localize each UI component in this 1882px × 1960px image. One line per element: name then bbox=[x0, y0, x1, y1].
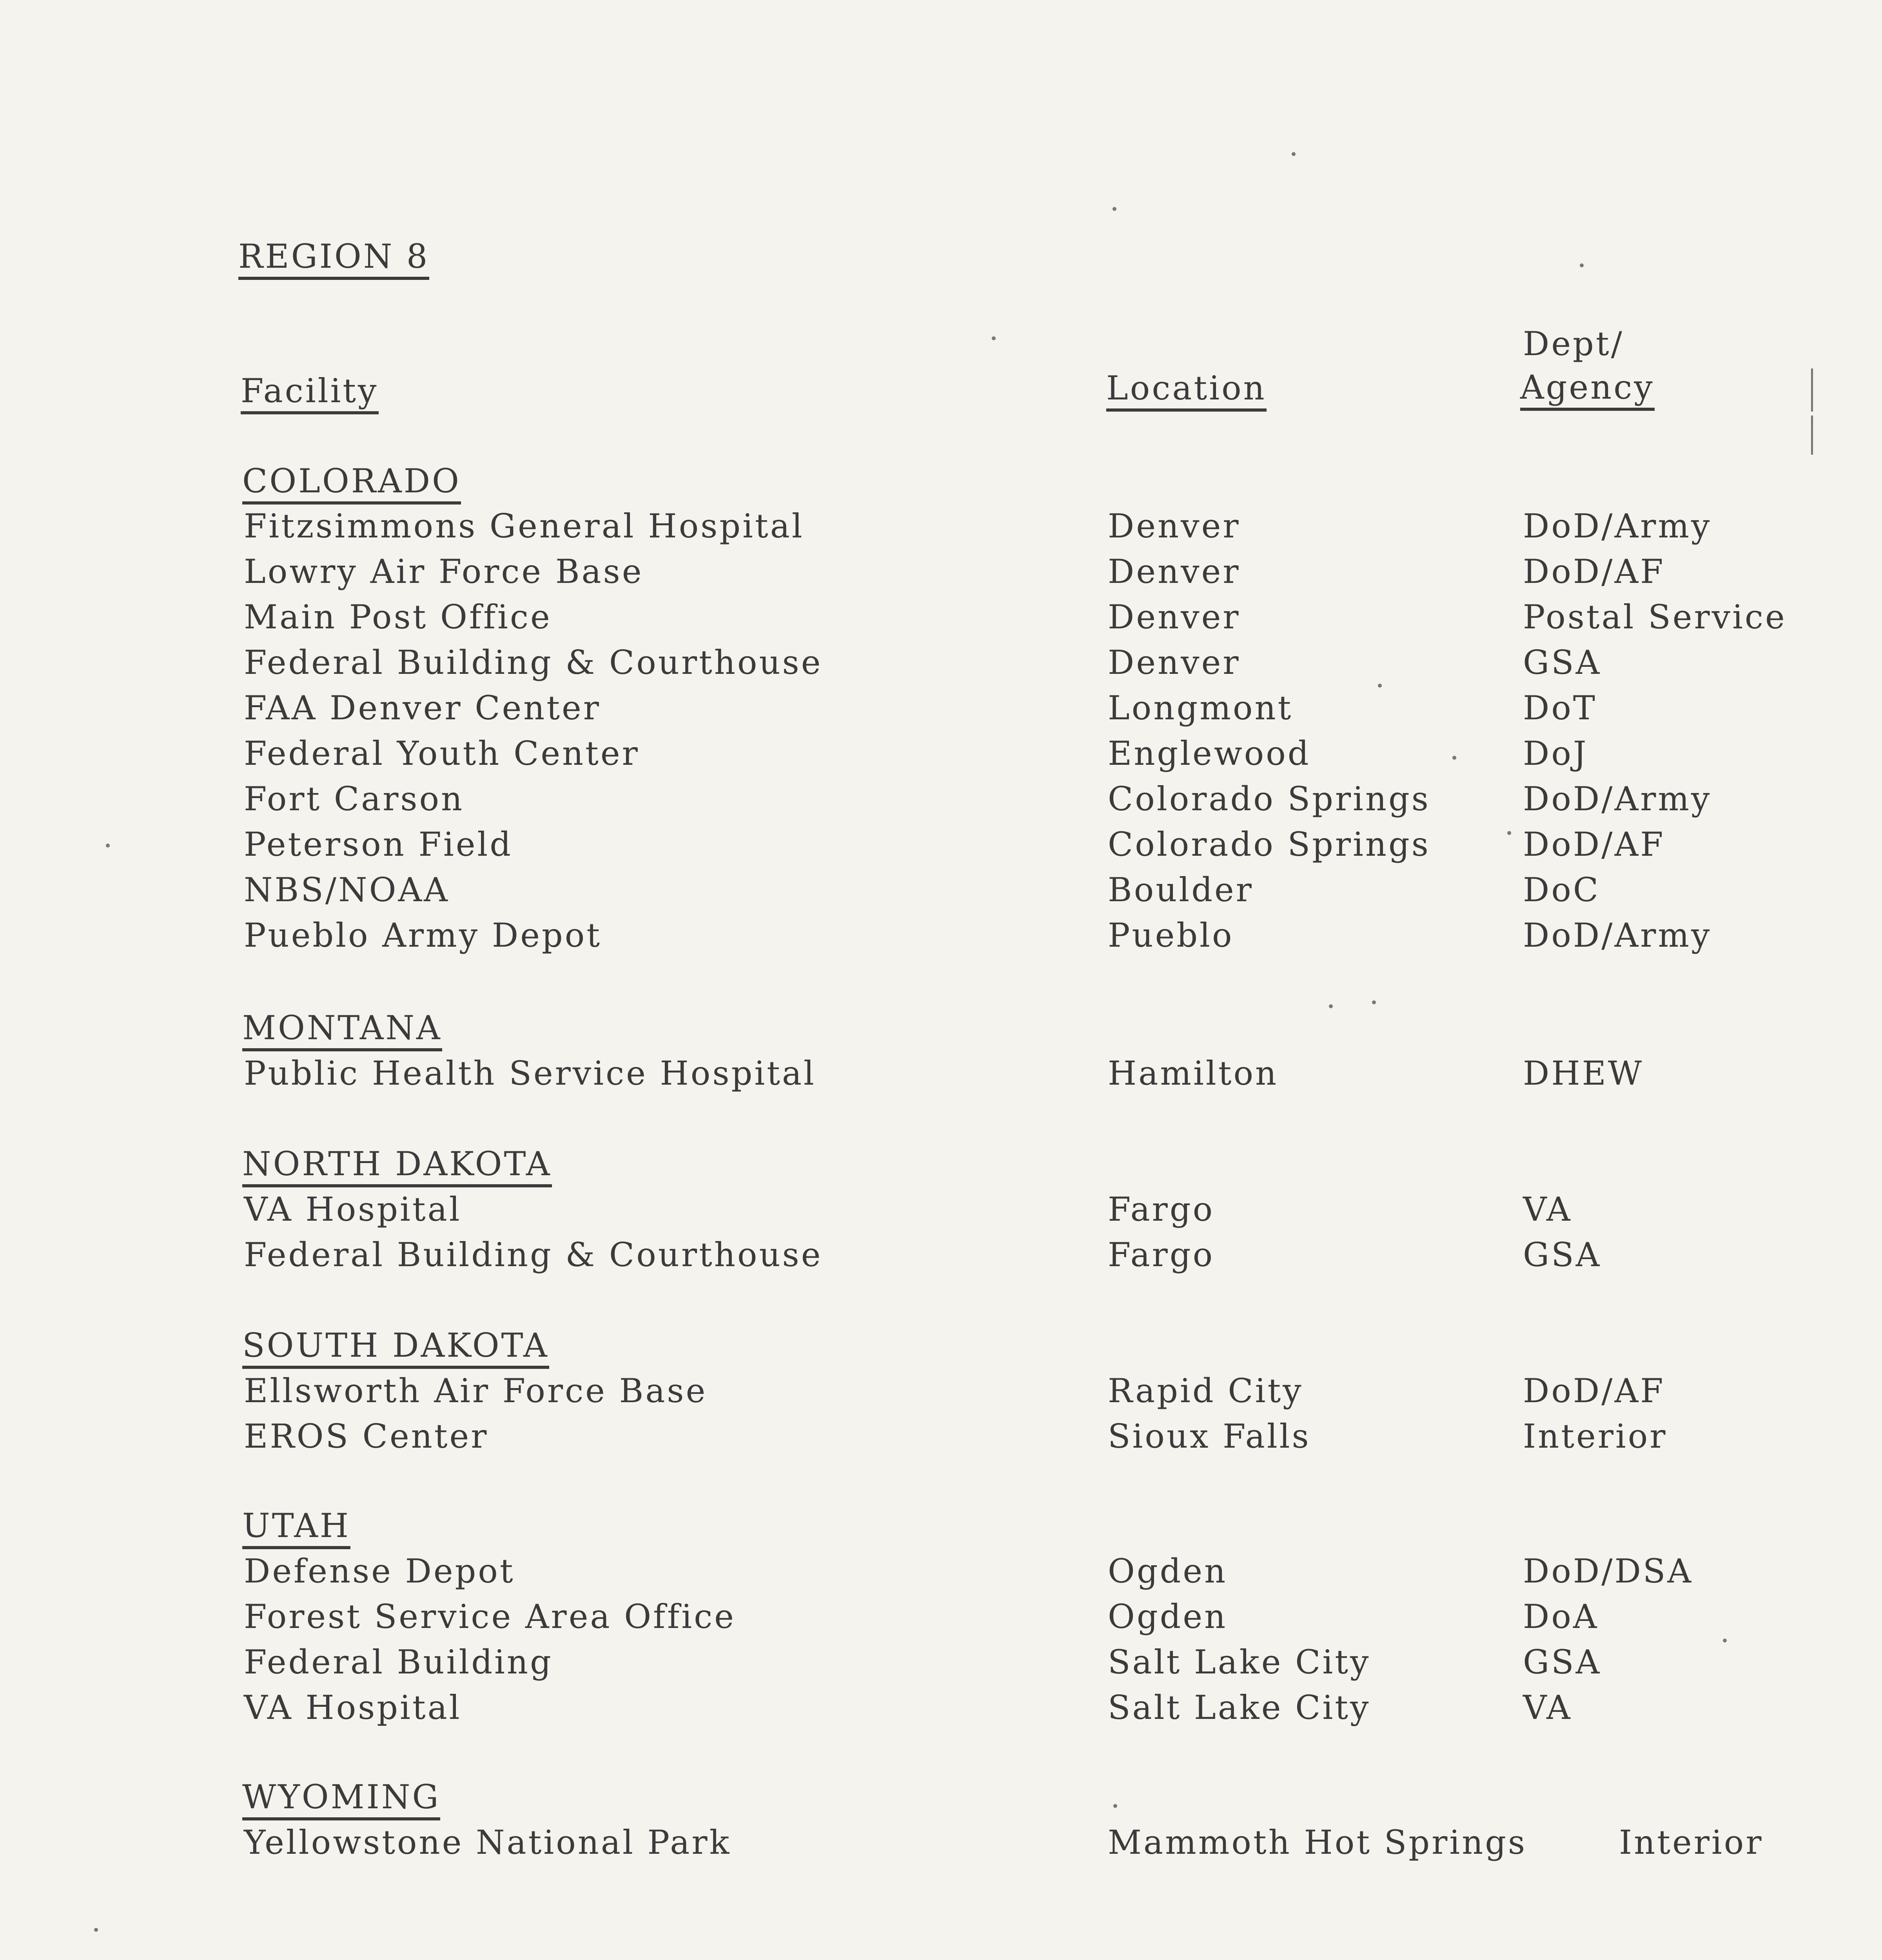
location-cell: Denver bbox=[1108, 598, 1241, 636]
facility-cell: Public Health Service Hospital bbox=[244, 1054, 816, 1093]
facility-cell: Federal Youth Center bbox=[244, 734, 640, 773]
facility-cell: Ellsworth Air Force Base bbox=[244, 1372, 708, 1410]
location-cell: Mammoth Hot Springs bbox=[1108, 1823, 1527, 1862]
agency-cell: DoC bbox=[1523, 871, 1601, 909]
location-cell: Denver bbox=[1108, 507, 1241, 545]
scan-speck bbox=[1723, 1639, 1727, 1642]
location-cell: Salt Lake City bbox=[1108, 1688, 1371, 1727]
agency-cell: Interior bbox=[1523, 1417, 1668, 1455]
agency-cell: DoD/DSA bbox=[1523, 1552, 1693, 1590]
agency-cell: VA bbox=[1523, 1190, 1572, 1229]
scan-speck bbox=[106, 844, 110, 848]
state-heading-wyoming: WYOMING bbox=[242, 1780, 440, 1820]
agency-cell: DoD/Army bbox=[1523, 780, 1712, 818]
agency-cell: DoD/AF bbox=[1523, 552, 1665, 591]
agency-cell: GSA bbox=[1523, 1236, 1602, 1274]
agency-cell: Interior bbox=[1619, 1823, 1764, 1862]
facility-cell: Federal Building & Courthouse bbox=[244, 643, 823, 682]
scan-speck bbox=[1292, 152, 1296, 156]
location-cell: Sioux Falls bbox=[1108, 1417, 1311, 1455]
state-heading-colorado: COLORADO bbox=[242, 465, 461, 505]
state-heading-montana: MONTANA bbox=[242, 1011, 442, 1051]
agency-cell: GSA bbox=[1523, 1643, 1602, 1681]
scan-speck bbox=[1580, 263, 1584, 267]
agency-cell: DoJ bbox=[1523, 734, 1588, 773]
facility-cell: VA Hospital bbox=[244, 1190, 462, 1229]
agency-cell: VA bbox=[1523, 1688, 1572, 1727]
scan-speck bbox=[1329, 1004, 1333, 1008]
location-cell: Denver bbox=[1108, 552, 1241, 591]
state-heading-utah: UTAH bbox=[242, 1509, 350, 1549]
facility-cell: Defense Depot bbox=[244, 1552, 515, 1590]
location-cell: Ogden bbox=[1108, 1552, 1228, 1590]
facility-cell: Fitzsimmons General Hospital bbox=[244, 507, 804, 545]
facility-cell: FAA Denver Center bbox=[244, 689, 601, 727]
scan-speck bbox=[1378, 684, 1382, 688]
location-cell: Englewood bbox=[1108, 734, 1311, 773]
scan-speck bbox=[1452, 756, 1456, 760]
facility-cell: Federal Building bbox=[244, 1643, 553, 1681]
edge-mark bbox=[1811, 416, 1813, 455]
scan-speck bbox=[1113, 1804, 1117, 1808]
scan-speck bbox=[1507, 831, 1511, 835]
agency-cell: DoA bbox=[1523, 1597, 1599, 1636]
scan-speck bbox=[94, 1928, 98, 1932]
header-location: Location bbox=[1106, 372, 1267, 412]
location-cell: Denver bbox=[1108, 643, 1241, 682]
location-cell: Longmont bbox=[1108, 689, 1293, 727]
agency-cell: DoD/AF bbox=[1523, 825, 1665, 864]
facility-cell: VA Hospital bbox=[244, 1688, 462, 1727]
facility-cell: Lowry Air Force Base bbox=[244, 552, 644, 591]
facility-cell: Federal Building & Courthouse bbox=[244, 1236, 823, 1274]
agency-cell: GSA bbox=[1523, 643, 1602, 682]
header-agency: Agency bbox=[1520, 371, 1655, 411]
location-cell: Colorado Springs bbox=[1108, 780, 1430, 818]
location-cell: Ogden bbox=[1108, 1597, 1228, 1636]
location-cell: Colorado Springs bbox=[1108, 825, 1430, 864]
location-cell: Salt Lake City bbox=[1108, 1643, 1371, 1681]
agency-cell: DoD/Army bbox=[1523, 916, 1712, 955]
facility-cell: Forest Service Area Office bbox=[244, 1597, 736, 1636]
scan-speck bbox=[1372, 1000, 1376, 1004]
facility-cell: Fort Carson bbox=[244, 780, 465, 818]
region-title: REGION 8 bbox=[238, 240, 429, 280]
facility-cell: EROS Center bbox=[244, 1417, 489, 1455]
header-dept: Dept/ bbox=[1523, 325, 1624, 363]
location-cell: Hamilton bbox=[1108, 1054, 1279, 1093]
agency-cell: DHEW bbox=[1523, 1054, 1644, 1093]
location-cell: Rapid City bbox=[1108, 1372, 1303, 1410]
facility-cell: Main Post Office bbox=[244, 598, 552, 636]
facility-cell: Pueblo Army Depot bbox=[244, 916, 602, 955]
location-cell: Boulder bbox=[1108, 871, 1254, 909]
edge-mark bbox=[1811, 368, 1813, 412]
agency-cell: Postal Service bbox=[1523, 598, 1787, 636]
location-cell: Fargo bbox=[1108, 1236, 1215, 1274]
agency-cell: DoD/AF bbox=[1523, 1372, 1665, 1410]
state-heading-north-dakota: NORTH DAKOTA bbox=[242, 1147, 552, 1187]
facility-cell: NBS/NOAA bbox=[244, 871, 450, 909]
agency-cell: DoD/Army bbox=[1523, 507, 1712, 545]
scan-speck bbox=[992, 336, 996, 340]
facility-cell: Peterson Field bbox=[244, 825, 513, 864]
state-heading-south-dakota: SOUTH DAKOTA bbox=[242, 1329, 549, 1369]
header-facility: Facility bbox=[241, 374, 379, 414]
agency-cell: DoT bbox=[1523, 689, 1597, 727]
scan-speck bbox=[1113, 207, 1116, 211]
location-cell: Fargo bbox=[1108, 1190, 1215, 1229]
facility-cell: Yellowstone National Park bbox=[244, 1823, 731, 1862]
location-cell: Pueblo bbox=[1108, 916, 1234, 955]
